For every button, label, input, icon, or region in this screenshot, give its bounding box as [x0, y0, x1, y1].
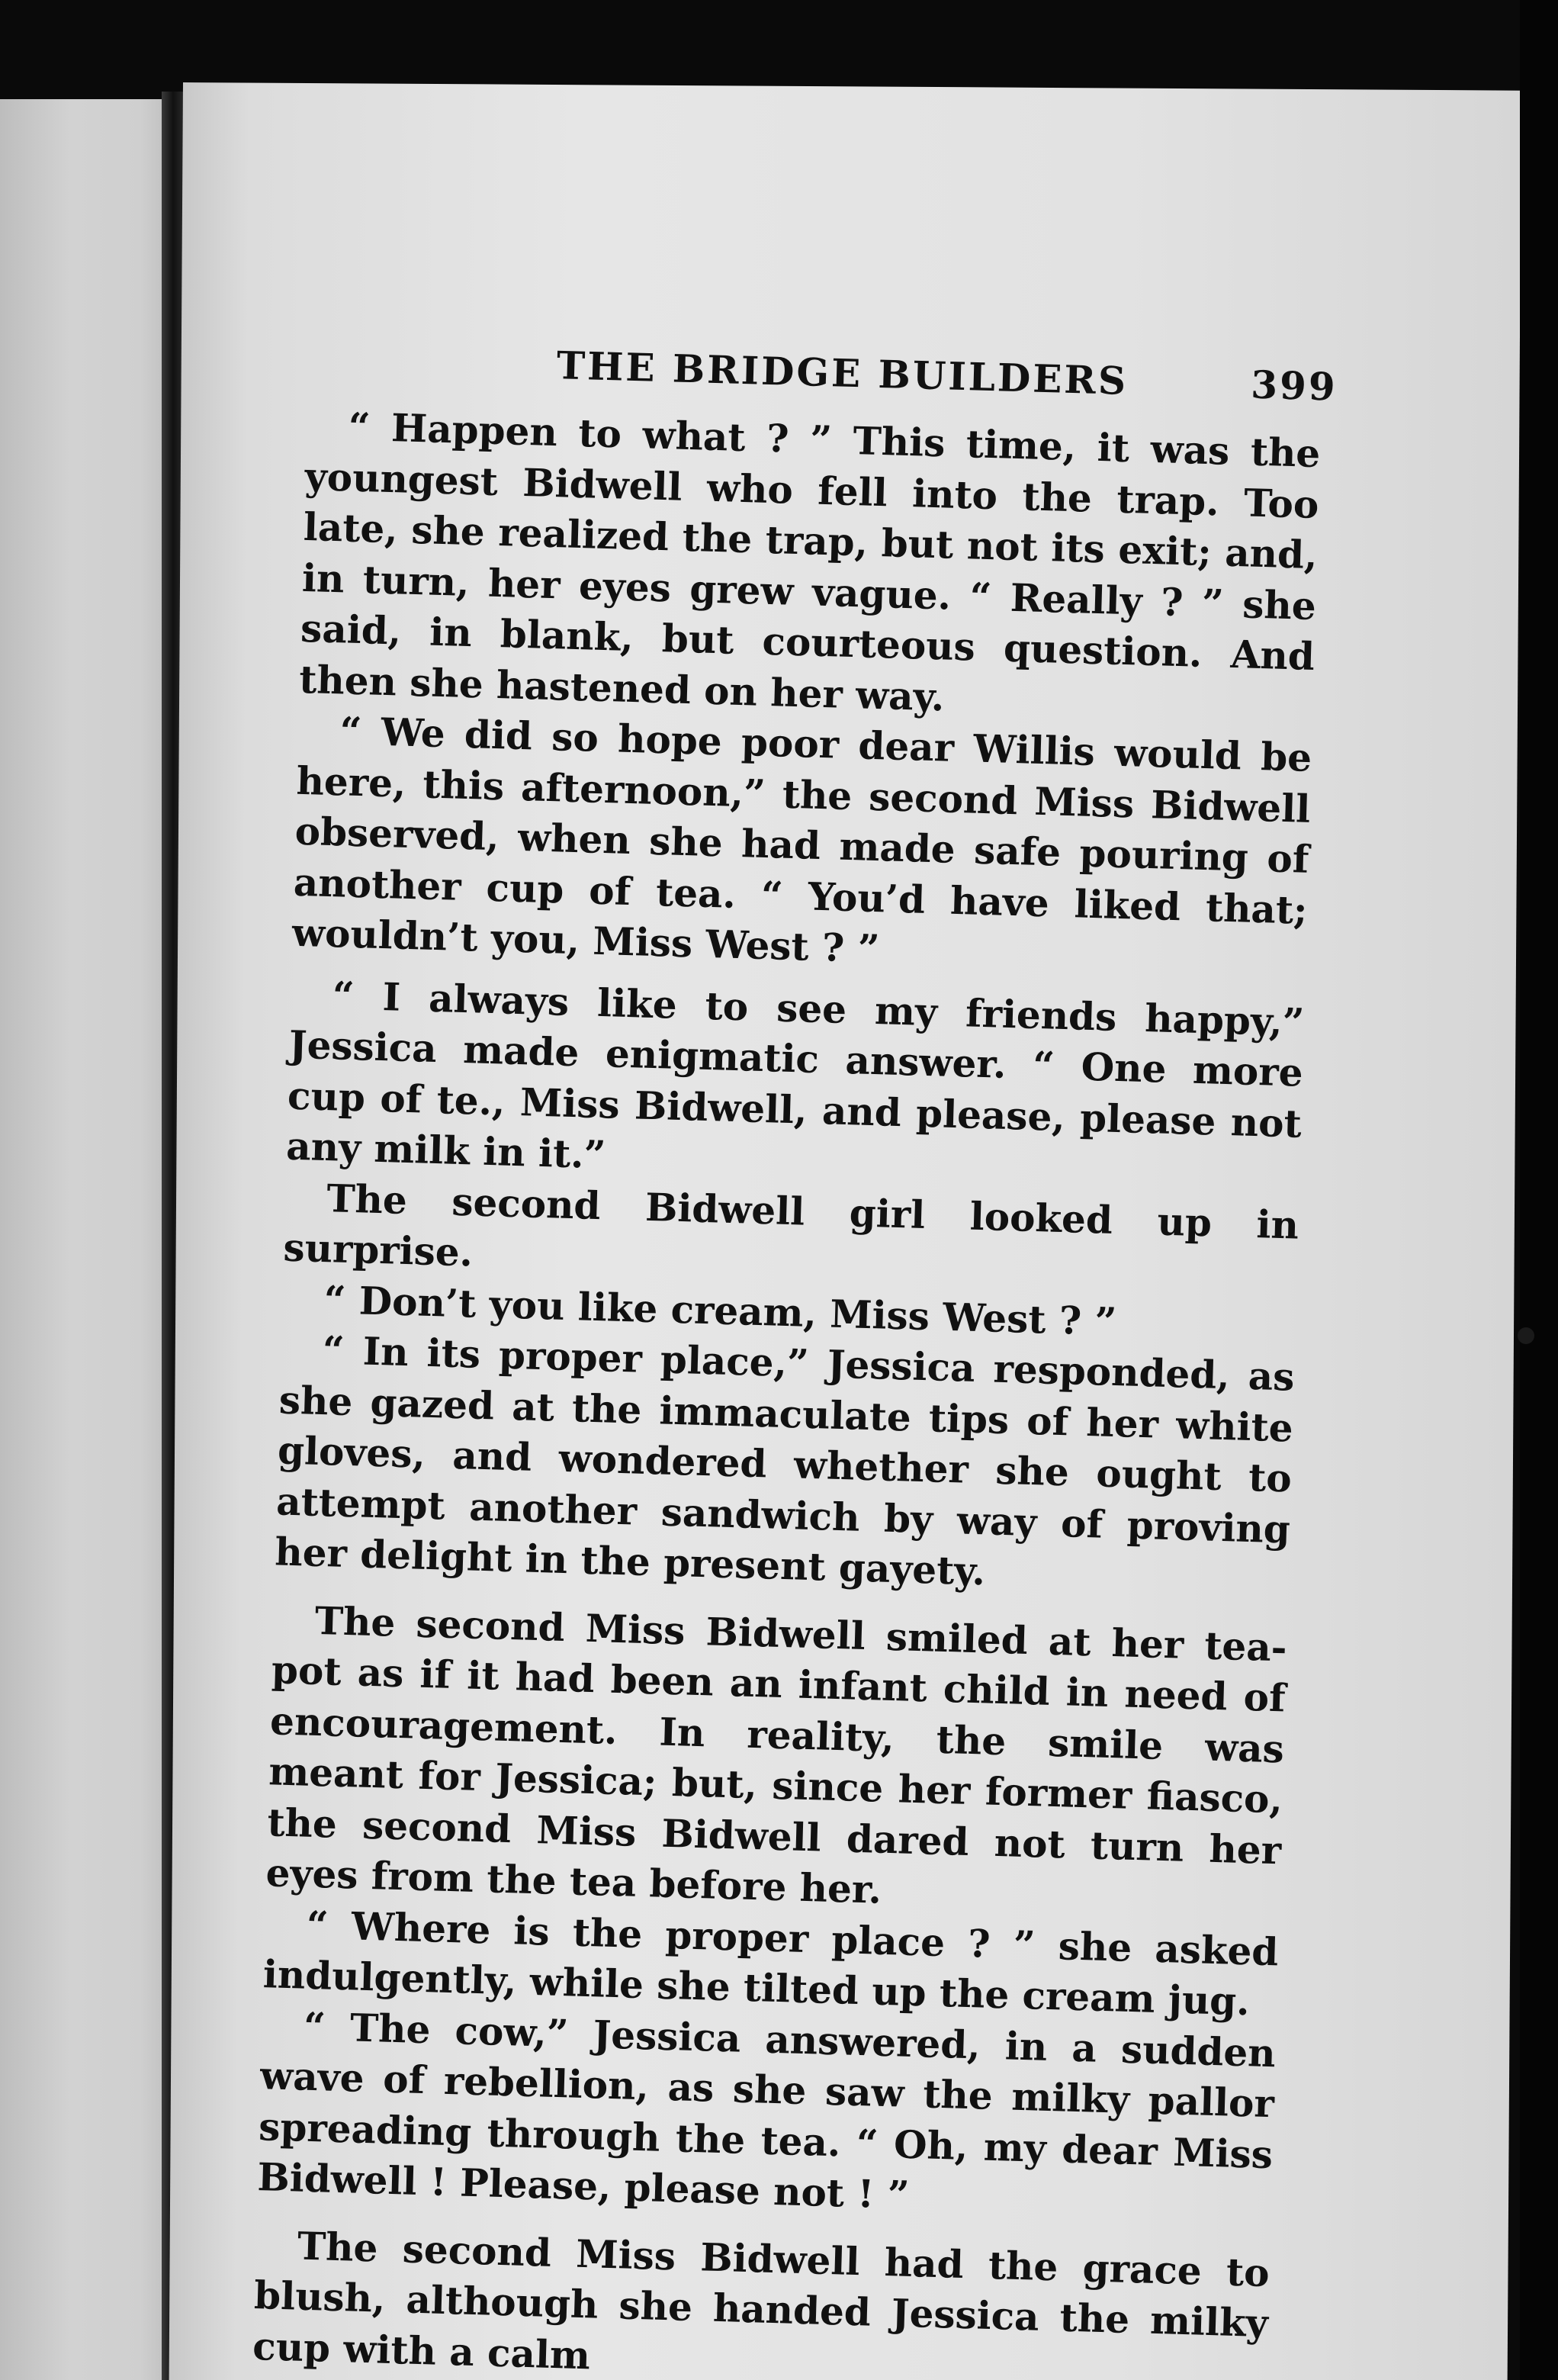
page-content: [252, 336, 1338, 2380]
paragraph: “ In its proper place,” Jessica responded, as she gazed at the immaculate tips of her white gloves, and wondered whether she ought to attempt another sandwich by way of proving her delight in the present gayety.: [274, 1327, 1296, 1594]
paragraph: “ Where is the proper place ? ” she asked indulgently, while she tilted up the cream jug.: [262, 1902, 1280, 2025]
paragraph: “ The cow,” Jessica answered, in a sudden wave of rebellion, as she saw the milky pallor spreading through the tea. “ Oh, my dear Miss Bidwell ! Please, please not ! ”: [256, 2003, 1277, 2218]
paragraph: “ We did so hope poor dear Willis would be here, this afternoon,” the second Miss Bidwell observed, when she had made safe pouring of another cup of tea. “ You’d have liked that; wouldn’t you, Miss West ? ”: [291, 708, 1312, 972]
paragraph: The second Miss Bidwell had the grace to blush, although she handed Jessica the milky cup with a calm: [252, 2223, 1270, 2378]
paragraph: The second Bidwell girl looked up in surprise.: [282, 1175, 1299, 1275]
paragraph: “ Happen to what ? ” This time, it was the youngest Bidwell who fell into the trap. Too late, she realized the trap, but not its exit; and, in turn, her eyes grew vague. “ Really ? ” she said, in blank, but courteous question. And then she hastened on her way.: [298, 404, 1322, 719]
paragraph: “ I always like to see my friends happy,” Jessica made enigmatic answer. “ One more cup of te., Miss Bidwell, and please, please not any milk in it.”: [285, 972, 1306, 1178]
page-number: 399: [1250, 362, 1338, 410]
body-text: [252, 400, 1321, 2380]
paragraph: The second Miss Bidwell smiled at her tea-pot as if it had been an infant child in need of encouragement. In reality, the smile was meant for Jessica; but, since her former fiasco, the second Miss Bidwell dared not turn her eyes from the tea before her.: [265, 1597, 1288, 1912]
scan-border: [1520, 0, 1558, 2380]
facing-page-edge: [0, 99, 175, 2380]
scan-speck: [1518, 1327, 1534, 1344]
running-title: THE BRIDGE BUILDERS: [556, 343, 1129, 404]
paragraph: “ Don’t you like cream, Miss West ? ”: [323, 1276, 1118, 1344]
